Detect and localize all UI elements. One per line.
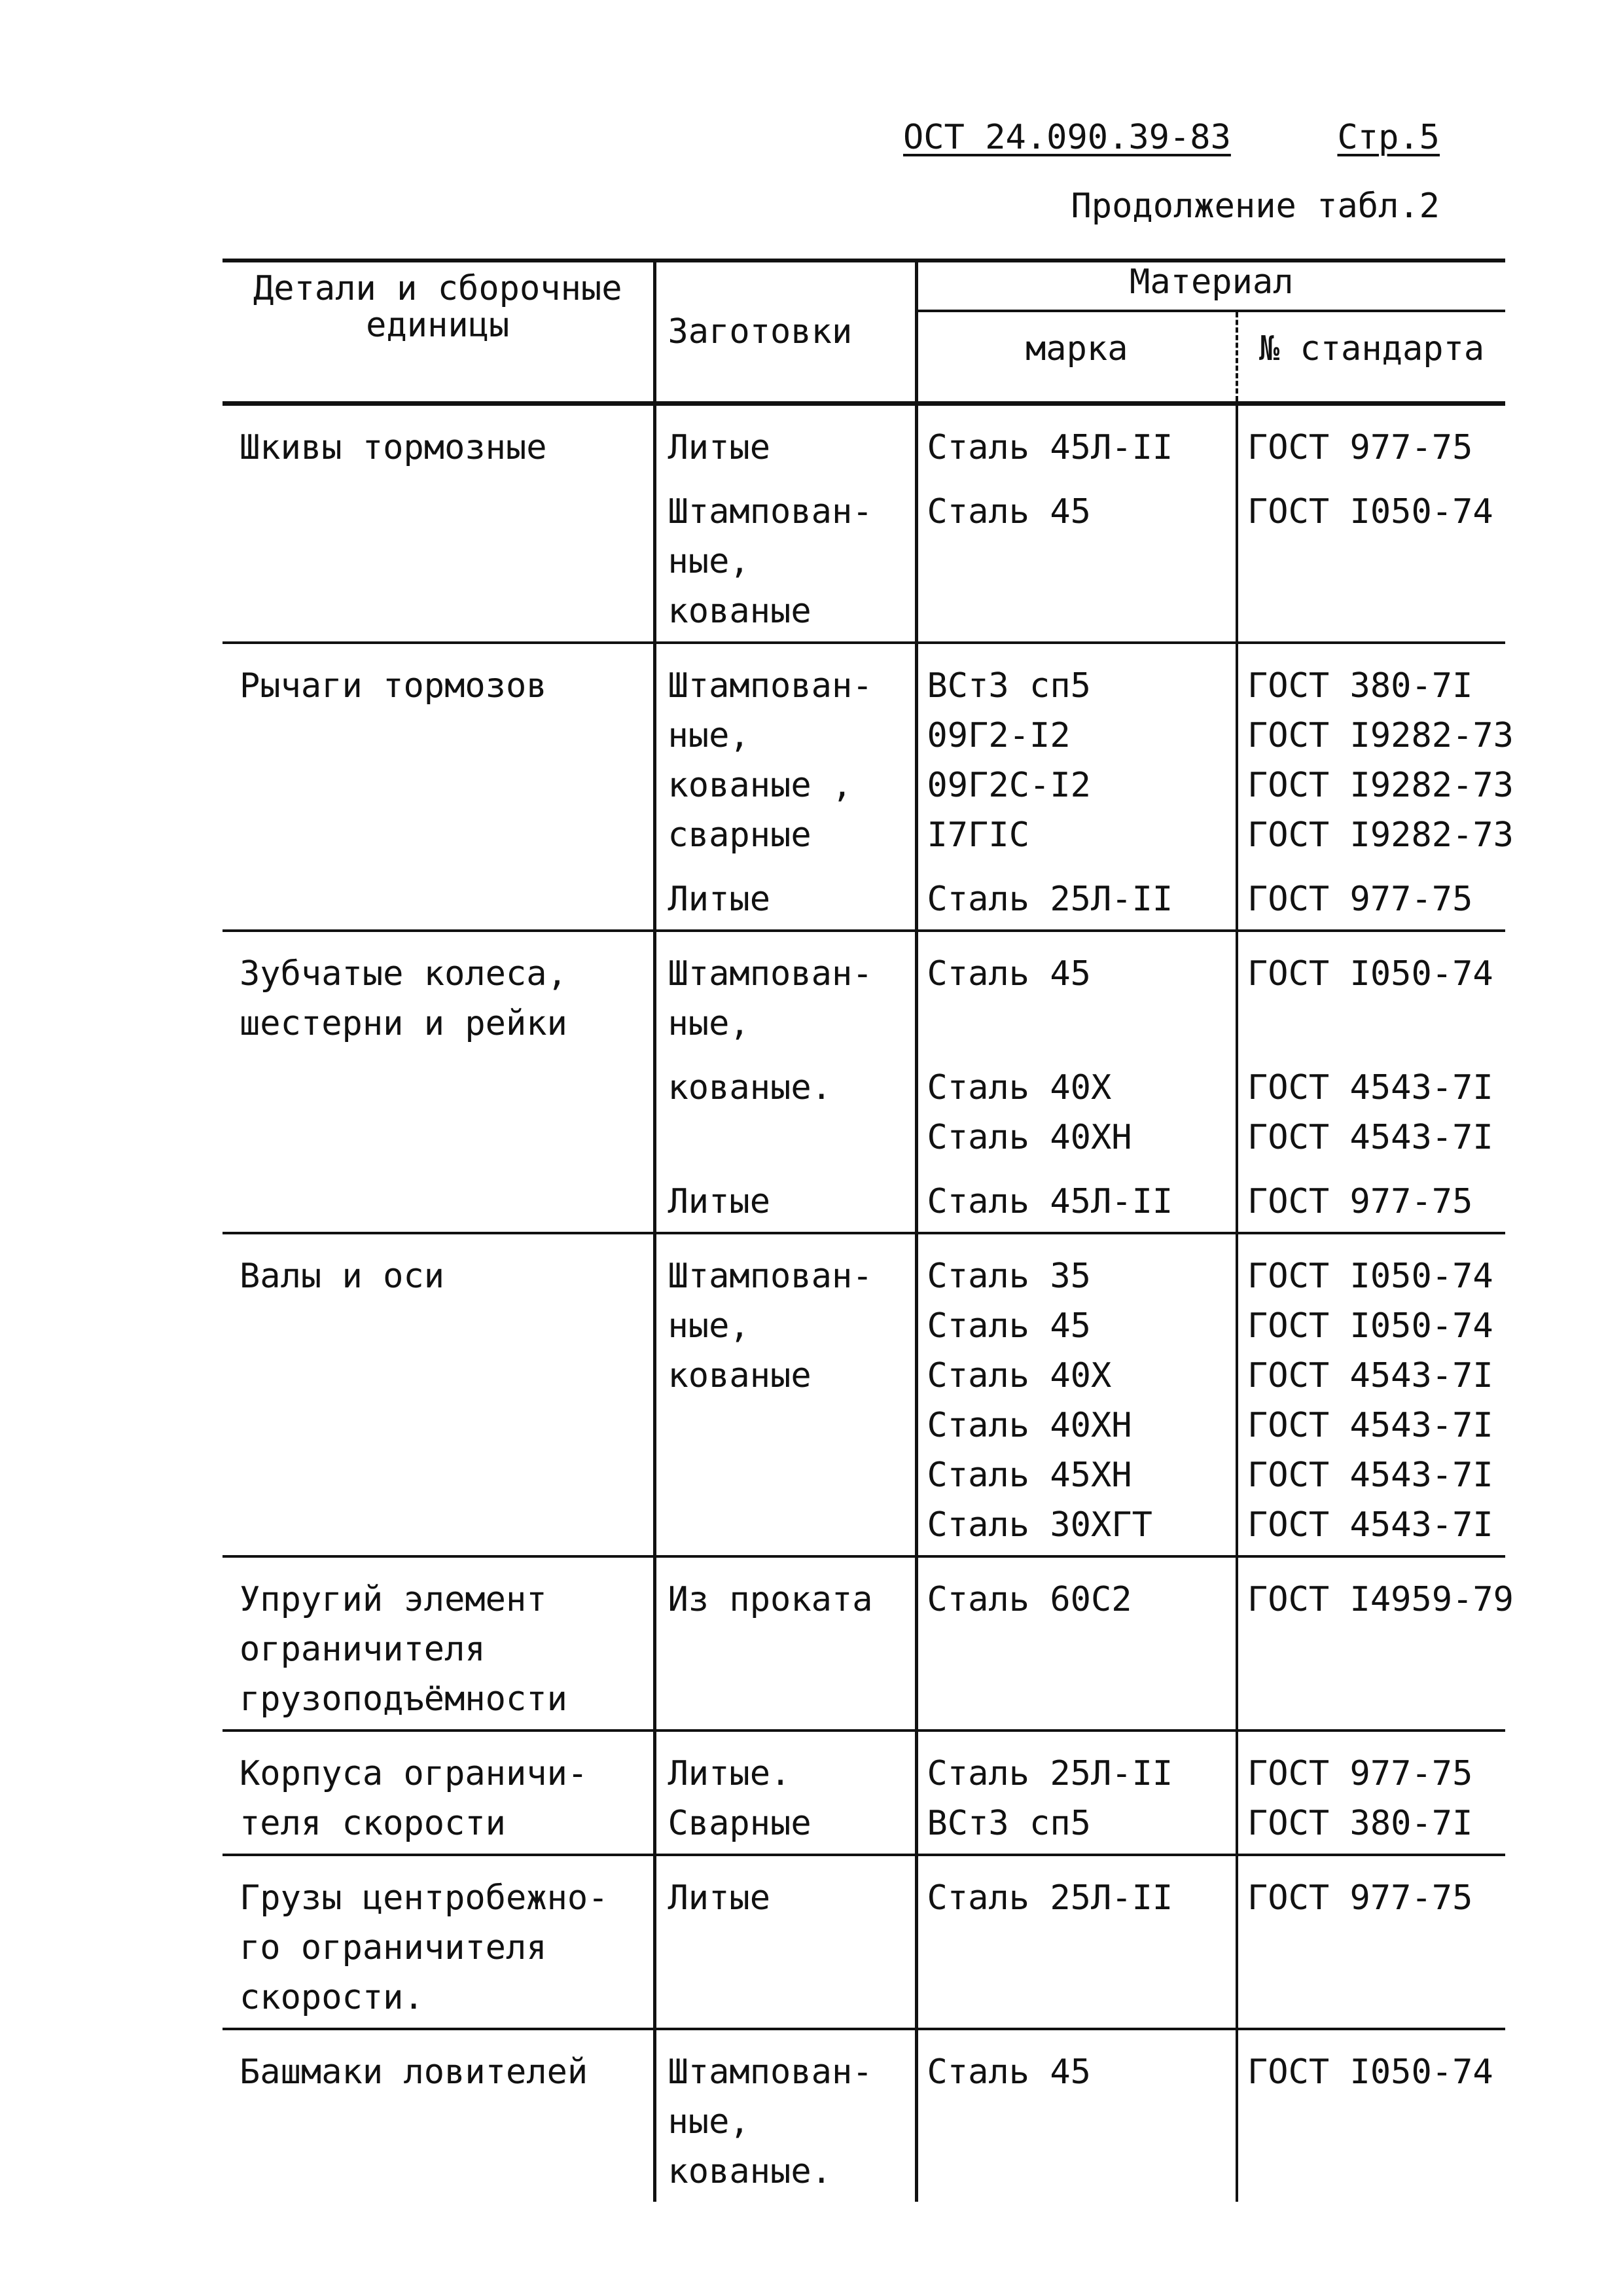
blank-line: Литые [668, 1182, 771, 1221]
grade-line [927, 586, 1236, 636]
detail-line: Рычаги тормозов [240, 666, 547, 706]
standard-line: ГОСТ 4543-7I [1247, 1505, 1493, 1545]
header-material: Материал [916, 260, 1505, 311]
table-row [223, 931, 1505, 1233]
grade-line: Сталь 40Х [927, 1356, 1112, 1395]
standard-line: ГОСТ I9282-73 [1247, 816, 1514, 855]
cell-detail [223, 1556, 654, 1731]
cell-standard [1237, 931, 1505, 1233]
blank-line: Штампован- [668, 2053, 873, 2092]
detail-line: Зубчатые колеса, [240, 954, 567, 994]
grade-line: Сталь 45ХН [927, 1456, 1132, 1495]
detail-line: Грузы центробежно- [240, 1878, 609, 1918]
standard-line: ГОСТ I050-74 [1247, 492, 1493, 531]
grade-line: Сталь 25Л-II [927, 1754, 1173, 1793]
blank-line [668, 1113, 915, 1162]
blank-line [668, 1450, 915, 1500]
cell-grade [916, 1731, 1237, 1855]
group-spacer [927, 860, 1236, 874]
table-row [223, 1556, 1505, 1731]
cell-blank [654, 643, 916, 931]
standard-line: ГОСТ 4543-7I [1247, 1406, 1493, 1445]
detail-line: Шкивы тормозные [240, 428, 547, 467]
blank-line: ные, [668, 542, 750, 581]
grade-line [927, 2147, 1236, 2197]
document-header [903, 118, 1440, 170]
table-row [223, 1731, 1505, 1855]
grade-line: Сталь 35 [927, 1257, 1091, 1296]
cell-detail [223, 404, 654, 643]
blank-line: Из проката [668, 1580, 873, 1619]
blank-line: кованые , [668, 766, 853, 805]
table-row [223, 2029, 1505, 2202]
grade-line: Сталь 25Л-II [927, 880, 1173, 919]
standard-line: ГОСТ 977-75 [1247, 880, 1473, 919]
table-continuation-label: Продолжение табл.2 [1071, 187, 1440, 226]
cell-standard [1237, 404, 1505, 643]
cell-grade [916, 1233, 1237, 1556]
standard-line [1247, 586, 1505, 636]
standard-line: ГОСТ 380-7I [1247, 666, 1473, 706]
group-spacer [668, 1162, 915, 1177]
group-spacer [1247, 1162, 1505, 1177]
grade-line: Сталь 25Л-II [927, 1878, 1173, 1918]
standard-line: ГОСТ I050-74 [1247, 2053, 1493, 2092]
blank-line: Штампован- [668, 954, 873, 994]
detail-line: Упругий элемент [240, 1580, 547, 1619]
grade-line: Сталь 45Л-II [927, 428, 1173, 467]
grade-line: Сталь 40ХН [927, 1406, 1132, 1445]
standard-line: ГОСТ I9282-73 [1247, 766, 1514, 805]
grade-line: 09Г2С-I2 [927, 766, 1091, 805]
cell-detail [223, 1233, 654, 1556]
blank-line: кованые. [668, 1068, 832, 1107]
grade-line: Сталь 45Л-II [927, 1182, 1173, 1221]
blank-line: Литые. [668, 1754, 791, 1793]
grade-line: Сталь 45 [927, 492, 1091, 531]
blank-line: кованые [668, 592, 812, 631]
standard-line [1247, 999, 1505, 1049]
standard-line: ГОСТ 977-75 [1247, 1754, 1473, 1793]
cell-blank [654, 1731, 916, 1855]
blank-line: Штампован- [668, 492, 873, 531]
cell-detail [223, 1731, 654, 1855]
cell-grade [916, 2029, 1237, 2202]
grade-line [927, 2097, 1236, 2147]
group-spacer [1247, 473, 1505, 487]
standard-line: ГОСТ 4543-7I [1247, 1356, 1493, 1395]
standard-line: ГОСТ 977-75 [1247, 1182, 1473, 1221]
standard-line: ГОСТ 4543-7I [1247, 1456, 1493, 1495]
grade-line: 09Г2-I2 [927, 716, 1071, 755]
blank-line: ные, [668, 716, 750, 755]
group-spacer [927, 1049, 1236, 1063]
blank-line [668, 1500, 915, 1550]
grade-line [927, 537, 1236, 586]
standard-line: ГОСТ I050-74 [1247, 954, 1493, 994]
blank-line: Литые [668, 1878, 771, 1918]
detail-line: Валы и оси [240, 1257, 445, 1296]
detail-line: Башмаки ловителей [240, 2053, 588, 2092]
cell-blank [654, 404, 916, 643]
blank-line: кованые [668, 1356, 812, 1395]
standard-line: ГОСТ 4543-7I [1247, 1118, 1493, 1157]
cell-detail [223, 643, 654, 931]
blank-line: Литые [668, 428, 771, 467]
blank-line: Штампован- [668, 666, 873, 706]
cell-standard [1237, 1233, 1505, 1556]
standard-line: ГОСТ 380-7I [1247, 1804, 1473, 1843]
blank-line: ные, [668, 1306, 750, 1346]
group-spacer [1247, 1049, 1505, 1063]
group-spacer [668, 1049, 915, 1063]
cell-blank [654, 931, 916, 1233]
page-number: Стр.5 [1337, 118, 1440, 157]
detail-line: теля скорости [240, 1804, 506, 1843]
blank-line: Сварные [668, 1804, 812, 1843]
cell-grade [916, 404, 1237, 643]
cell-detail [223, 1855, 654, 2029]
cell-blank [654, 2029, 916, 2202]
cell-standard [1237, 643, 1514, 931]
cell-standard [1237, 1731, 1505, 1855]
cell-grade [916, 931, 1237, 1233]
table-row [223, 1855, 1505, 2029]
detail-line: го ограничителя [240, 1928, 547, 1967]
blank-line: ные, [668, 1004, 750, 1043]
grade-line: I7ГIС [927, 816, 1030, 855]
table-row [223, 643, 1505, 931]
cell-grade [916, 643, 1237, 931]
grade-line: ВСт3 сп5 [927, 1804, 1091, 1843]
grade-line: Сталь 45 [927, 1306, 1091, 1346]
detail-line: скорости. [240, 1978, 424, 2017]
detail-line: грузоподъёмности [240, 1679, 567, 1719]
blank-line: сварные [668, 816, 812, 855]
cell-blank [654, 1855, 916, 2029]
grade-line: Сталь 45 [927, 2053, 1091, 2092]
blank-line: кованые. [668, 2152, 832, 2191]
standard-line [1247, 2147, 1505, 2197]
standard-line: ГОСТ 4543-7I [1247, 1068, 1493, 1107]
cell-standard [1237, 1855, 1505, 2029]
cell-grade [916, 1556, 1237, 1731]
grade-line: Сталь 40Х [927, 1068, 1112, 1107]
standard-line: ГОСТ I050-74 [1247, 1257, 1493, 1296]
header-standard: № стандарта [1237, 311, 1505, 404]
standard-line [1247, 537, 1505, 586]
table-body [223, 404, 1514, 2202]
blank-line: Литые [668, 880, 771, 919]
cell-detail [223, 931, 654, 1233]
standard-line: ГОСТ I050-74 [1247, 1306, 1493, 1346]
group-spacer [927, 1162, 1236, 1177]
table-row [223, 1233, 1505, 1556]
blank-line: ные, [668, 2102, 750, 2142]
grade-line [927, 999, 1236, 1049]
standard-line [1247, 2097, 1505, 2147]
grade-line: ВСт3 сп5 [927, 666, 1091, 706]
group-spacer [668, 473, 915, 487]
cell-grade [916, 1855, 1237, 2029]
detail-line: Корпуса ограничи- [240, 1754, 588, 1793]
cell-blank [654, 1556, 916, 1731]
header-detail: Детали и сборочные единицы [223, 260, 654, 404]
materials-table [223, 259, 1514, 2202]
group-spacer [668, 860, 915, 874]
grade-line: Сталь 40ХН [927, 1118, 1132, 1157]
cell-standard [1237, 2029, 1505, 2202]
header-grade: марка [916, 311, 1237, 404]
document-code: ОСТ 24.090.39-83 [903, 118, 1231, 157]
standard-line: ГОСТ 977-75 [1247, 1878, 1473, 1918]
standard-line: ГОСТ I4959-79 [1247, 1580, 1514, 1619]
blank-line: Штампован- [668, 1257, 873, 1296]
header-blank: Заготовки [654, 260, 916, 404]
table-header [223, 260, 1505, 404]
grade-line: Сталь 60С2 [927, 1580, 1132, 1619]
blank-line [668, 1401, 915, 1450]
group-spacer [1247, 860, 1505, 874]
table-row [223, 404, 1505, 643]
cell-standard [1237, 1556, 1514, 1731]
standard-line: ГОСТ I9282-73 [1247, 716, 1514, 755]
detail-line: ограничителя [240, 1630, 486, 1669]
cell-blank [654, 1233, 916, 1556]
grade-line: Сталь 45 [927, 954, 1091, 994]
cell-detail [223, 2029, 654, 2202]
detail-line: шестерни и рейки [240, 1004, 567, 1043]
grade-line: Сталь 30ХГТ [927, 1505, 1152, 1545]
group-spacer [927, 473, 1236, 487]
standard-line: ГОСТ 977-75 [1247, 428, 1473, 467]
